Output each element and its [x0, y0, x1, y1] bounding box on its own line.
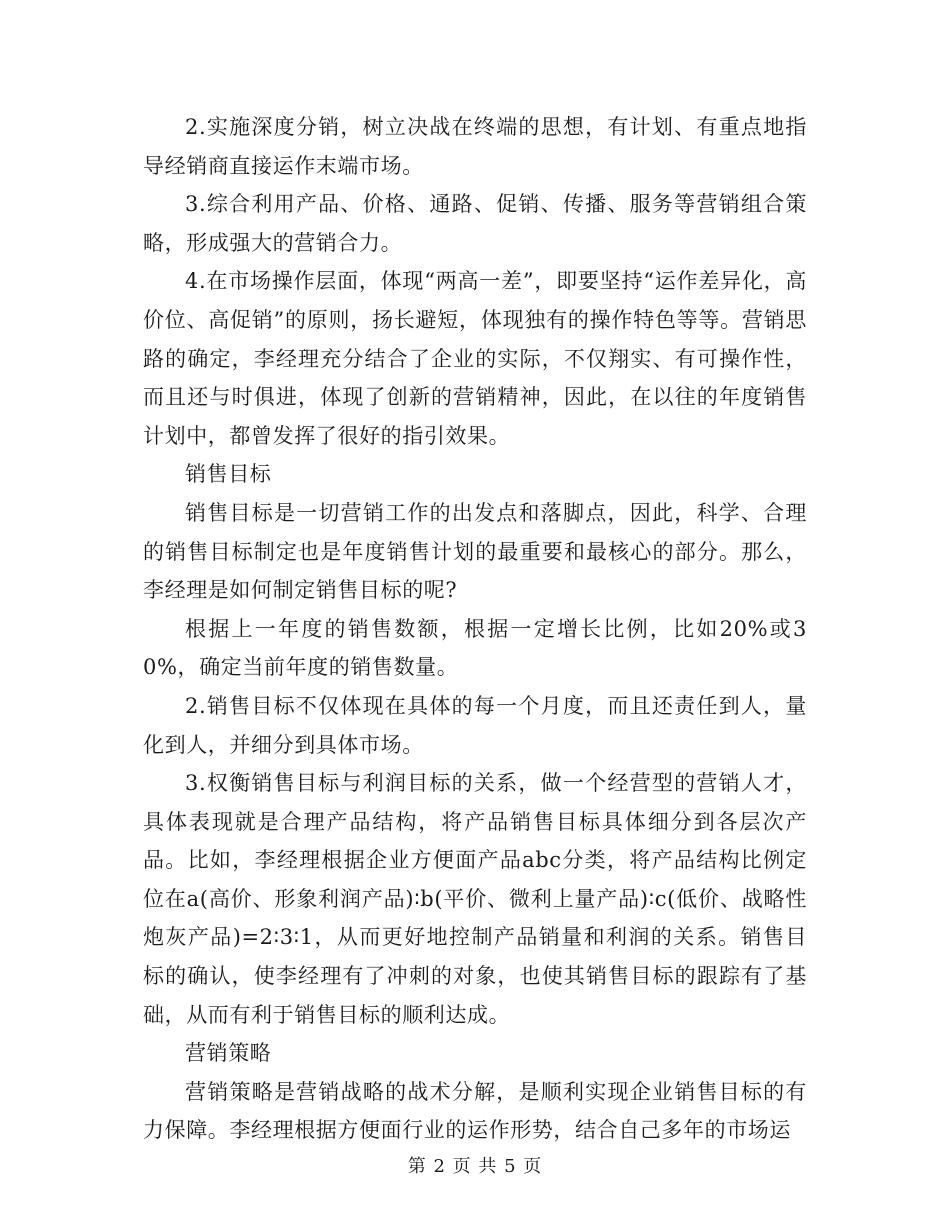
- document-body: [143, 108, 807, 1150]
- paragraph: 3.权衡销售目标与利润目标的关系，做一个经营型的营销人才，具体表现就是合理产品结构，将产品销售目标具体细分到各层次产品。比如，李经理根据企业方便面产品abc分类，将产品结构比例定位在a(高价、形象利润产品)∶b(平价、微利上量产品)∶c(低价、战略性炮灰产品)=2∶3∶1，从而更好地控制产品销量和利润的关系。销售目标的确认，使李经理有了冲刺的对象，也使其销售目标的跟踪有了基础，从而有利于销售目标的顺利达成。: [143, 771, 807, 1027]
- paragraph: 2.销售目标不仅体现在具体的每一个月度，而且还责任到人，量化到人，并细分到具体市场。: [143, 693, 807, 757]
- page-footer: 第 2 页 共 5 页: [407, 1156, 543, 1177]
- paragraph: 3.综合利用产品、价格、通路、促销、传播、服务等营销组合策略，形成强大的营销合力。: [143, 192, 807, 255]
- paragraph: 根据上一年度的销售数额，根据一定增长比例，比如20%或30%，确定当前年度的销售数量。: [143, 616, 807, 680]
- section-heading-marketing-strategy: 营销策略: [185, 1041, 272, 1066]
- paragraph: 2.实施深度分销，树立决战在终端的思想，有计划、有重点地指导经销商直接运作末端市场。: [143, 115, 807, 178]
- paragraph: 销售目标是一切营销工作的出发点和落脚点，因此，科学、合理的销售目标制定也是年度销售计划的最重要和最核心的部分。那么，李经理是如何制定销售目标的呢?: [143, 500, 807, 603]
- paragraph: 4.在市场操作层面，体现“两高一差”，即要坚持“运作差异化，高价位、高促销”的原则，扬长避短，体现独有的操作特色等等。营销思路的确定，李经理充分结合了企业的实际，不仅翔实、有可操作性，而且还与时俱进，体现了创新的营销精神，因此，在以往的年度销售计划中，都曾发挥了很好的指引效果。: [143, 269, 807, 448]
- section-heading-sales-target: 销售目标: [185, 462, 272, 487]
- paragraph: 营销策略是营销战略的战术分解，是顺利实现企业销售目标的有力保障。李经理根据方便面行业的运作形势，结合自己多年的市场运: [143, 1079, 807, 1143]
